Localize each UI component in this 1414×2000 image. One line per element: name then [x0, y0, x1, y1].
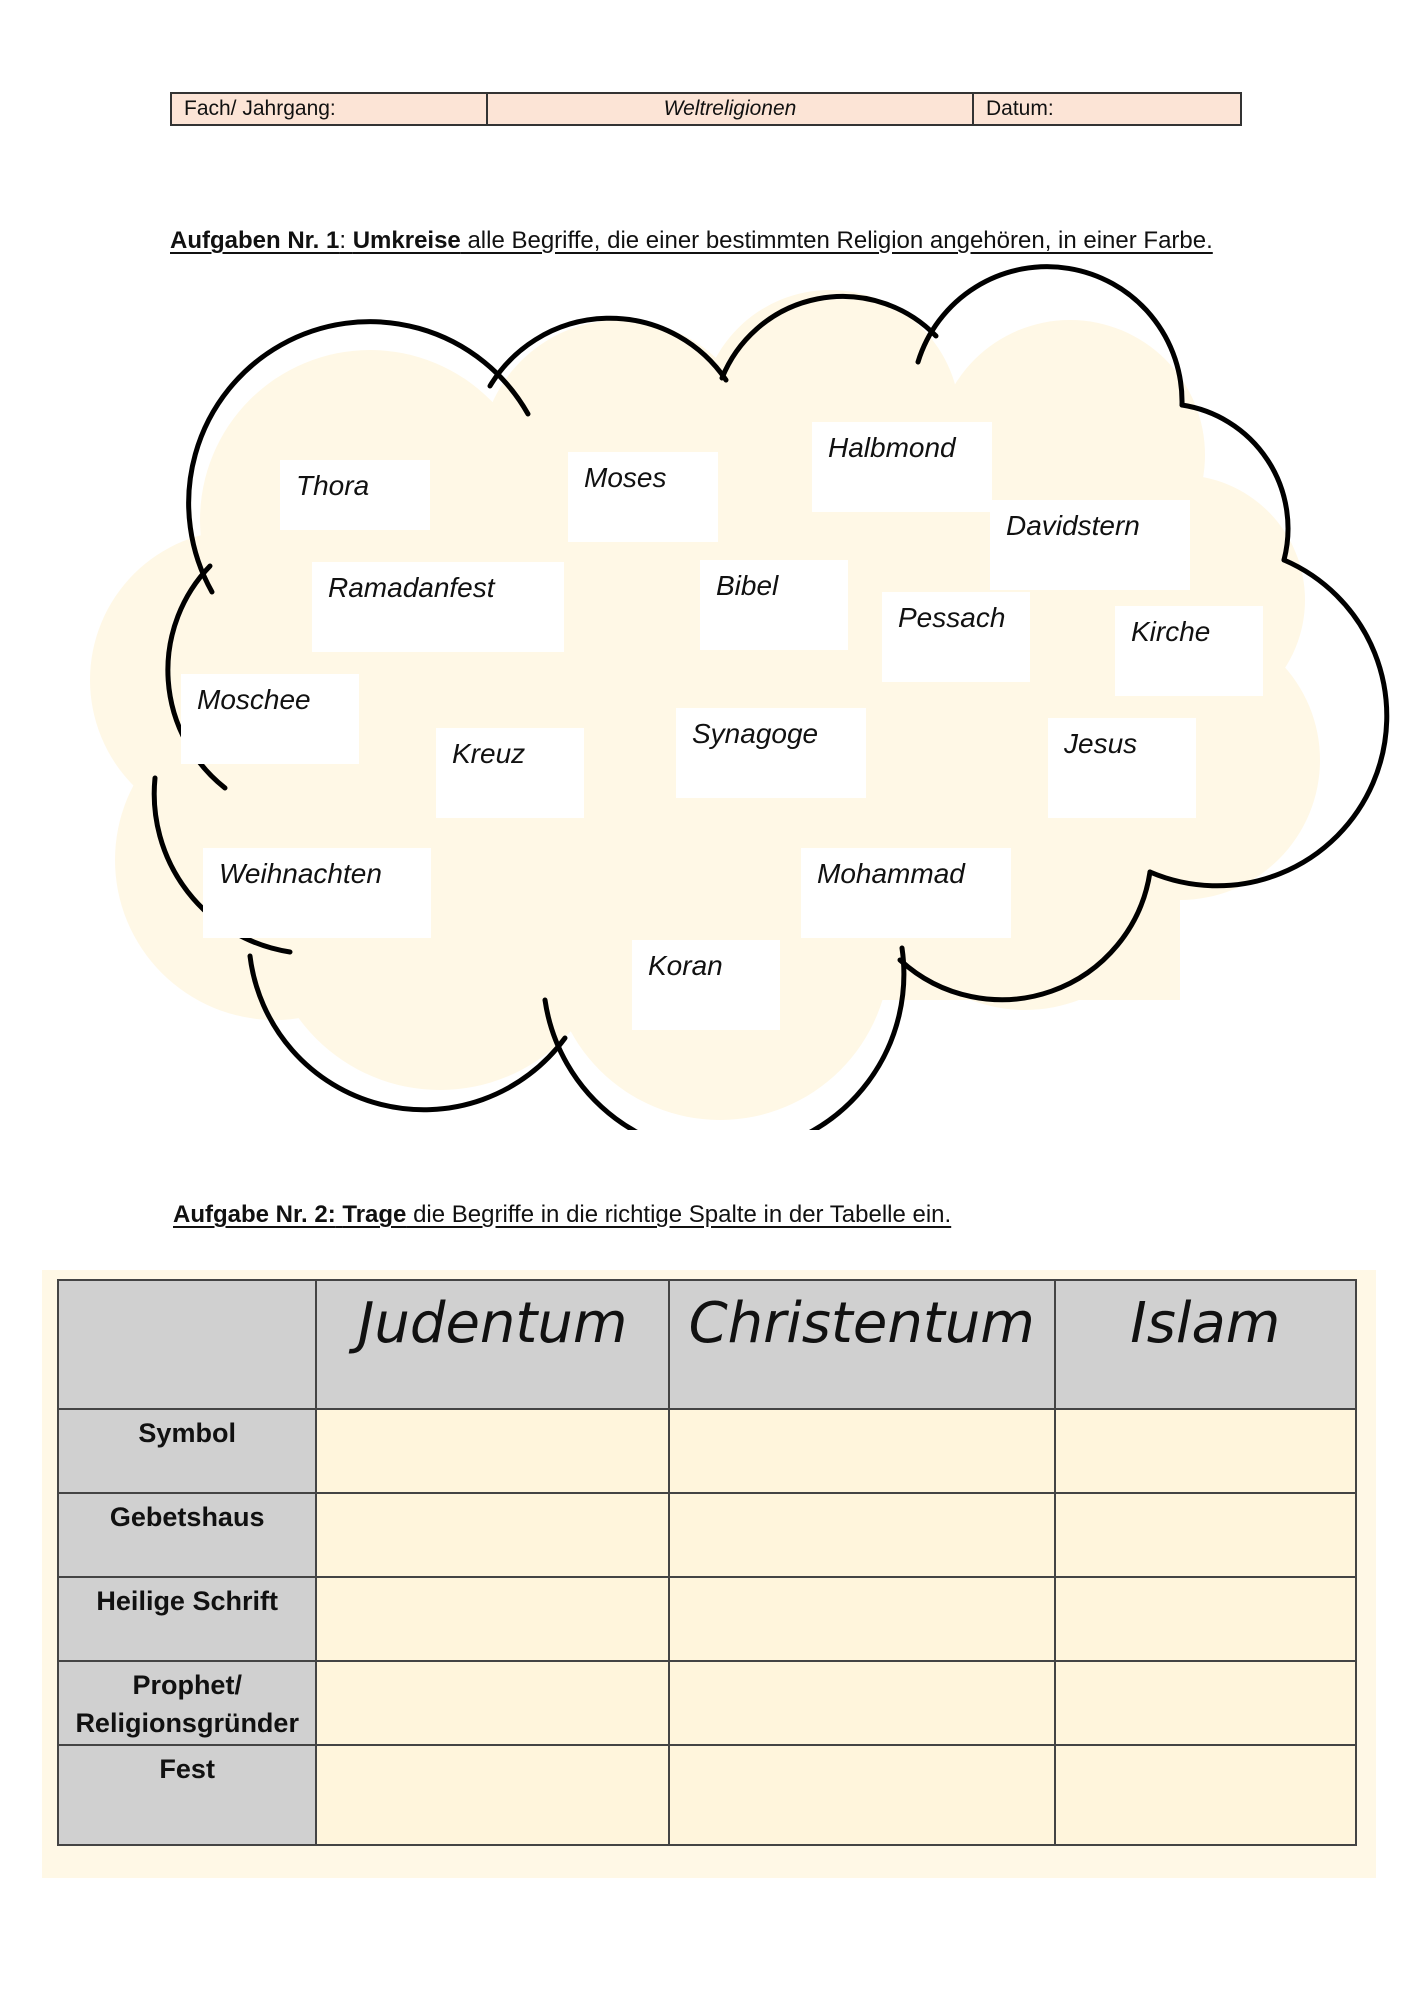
cloud-word-pessach: Pessach — [882, 592, 1030, 682]
cell-gebetshaus-judentum[interactable] — [316, 1493, 669, 1577]
task-2-verb: Trage — [342, 1201, 407, 1228]
table-row — [58, 1409, 1356, 1493]
cell-fest-christentum[interactable] — [669, 1745, 1055, 1845]
row-label-fest: Fest — [58, 1745, 316, 1845]
topic-title: Weltreligionen — [487, 93, 973, 125]
cloud-word-moses: Moses — [568, 452, 718, 542]
row-label-gebetshaus: Gebetshaus — [58, 1493, 316, 1577]
cloud-word-weihnachten: Weihnachten — [203, 848, 431, 938]
cell-schrift-islam[interactable] — [1055, 1577, 1356, 1661]
cell-prophet-islam[interactable] — [1055, 1661, 1356, 1745]
cloud-word-thora: Thora — [280, 460, 430, 530]
task-2-title: Aufgabe Nr. 2: — [173, 1201, 336, 1228]
cell-gebetshaus-christentum[interactable] — [669, 1493, 1055, 1577]
cloud-word-mohammad: Mohammad — [801, 848, 1011, 938]
cloud-word-koran: Koran — [632, 940, 780, 1030]
row-label-symbol: Symbol — [58, 1409, 316, 1493]
cell-fest-islam[interactable] — [1055, 1745, 1356, 1845]
cell-prophet-judentum[interactable] — [316, 1661, 669, 1745]
cloud-word-kreuz: Kreuz — [436, 728, 584, 818]
column-header-judentum: Judentum — [316, 1280, 669, 1409]
column-header-christentum: Christentum — [669, 1280, 1055, 1409]
religion-table — [57, 1279, 1357, 1846]
cell-symbol-judentum[interactable] — [316, 1409, 669, 1493]
cell-schrift-christentum[interactable] — [669, 1577, 1055, 1661]
cloud-word-moschee: Moschee — [181, 674, 359, 764]
table-corner — [58, 1280, 316, 1409]
cloud-word-jesus: Jesus — [1048, 718, 1196, 818]
row-label-prophet: Prophet/ Religionsgründer — [58, 1661, 316, 1745]
cell-prophet-christentum[interactable] — [669, 1661, 1055, 1745]
task-2-instruction — [173, 1196, 1273, 1233]
table-row — [58, 1577, 1356, 1661]
task-1-verb: Umkreise — [352, 227, 461, 254]
cloud-word-halbmond: Halbmond — [812, 422, 992, 512]
cell-fest-judentum[interactable] — [316, 1745, 669, 1845]
date-label: Datum: — [973, 93, 1241, 125]
cloud-word-davidstern: Davidstern — [990, 500, 1190, 590]
cell-symbol-islam[interactable] — [1055, 1409, 1356, 1493]
task-1-title: Aufgaben Nr. 1 — [170, 227, 340, 254]
cell-schrift-judentum[interactable] — [316, 1577, 669, 1661]
table-row — [58, 1661, 1356, 1745]
row-label-heilige-schrift: Heilige Schrift — [58, 1577, 316, 1661]
cloud-word-bibel: Bibel — [700, 560, 848, 650]
task-2-text: die Begriffe in die richtige Spalte in der Tabelle ein. — [406, 1201, 952, 1228]
table-row — [58, 1745, 1356, 1845]
cell-symbol-christentum[interactable] — [669, 1409, 1055, 1493]
task-1-text: alle Begriffe, die einer bestimmten Religion angehören, in einer Farbe. — [460, 227, 1213, 254]
cloud-word-ramadanfest: Ramadanfest — [312, 562, 564, 652]
task-1-separator: : — [339, 227, 353, 254]
column-header-islam: Islam — [1055, 1280, 1356, 1409]
table-header-row — [58, 1280, 1356, 1409]
cell-gebetshaus-islam[interactable] — [1055, 1493, 1356, 1577]
subject-label: Fach/ Jahrgang: — [171, 93, 487, 125]
cloud-word-kirche: Kirche — [1115, 606, 1263, 696]
table-row — [58, 1493, 1356, 1577]
cloud-word-synagoge: Synagoge — [676, 708, 866, 798]
